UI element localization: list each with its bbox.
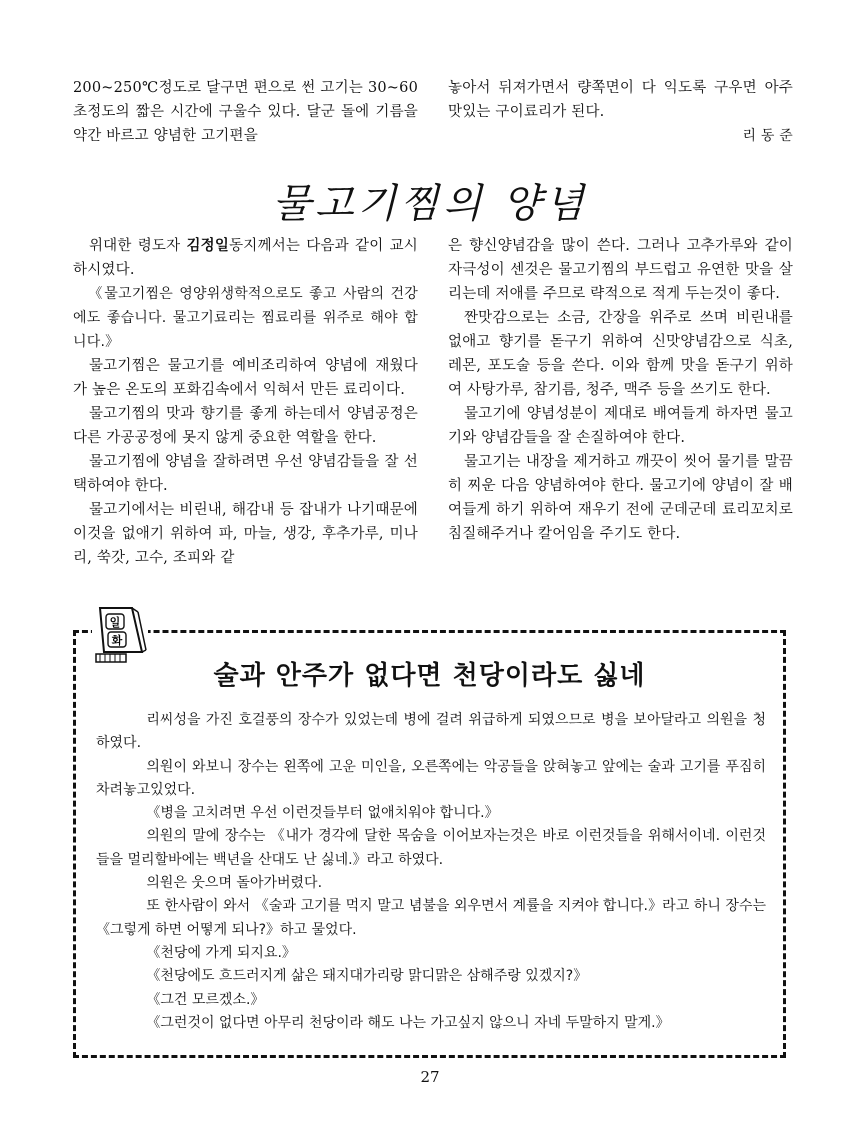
top-left-column xyxy=(73,76,418,148)
top-left-text: 200~250℃정도로 달구면 편으로 썬 고기는 30~60초정도의 짧은 시간에 구울수 있다. 달군 돌에 기름을 약간 바르고 양념한 고기편을 xyxy=(73,80,418,144)
story-paragraph: 리씨성을 가진 호걸풍의 장수가 있었는데 병에 걸려 위급하게 되였으므로 병을 보아달라고 의원을 청하였다. xyxy=(96,712,766,752)
story-paragraph: 《천당에도 흐드러지게 삶은 돼지대가리랑 맑디맑은 삼해주랑 있겠지?》 xyxy=(146,968,588,985)
anecdote-badge-icon xyxy=(92,606,148,668)
badge-text-2: 화 xyxy=(111,634,123,647)
badge-text-1: 일 xyxy=(109,616,121,629)
scroll-sign-icon xyxy=(92,606,148,668)
top-right-text: 놓아서 뒤져가면서 량쪽면이 다 익도록 구우면 아주 맛있는 구이료리가 된다. xyxy=(448,80,793,120)
page-number: 27 xyxy=(420,1068,440,1086)
article-left-column xyxy=(73,234,418,570)
story-paragraph: 또 한사람이 와서 《술과 고기를 먹지 말고 념불을 외우면서 계률을 지켜야 합니다.》라고 하니 장수는 《그렇게 하면 어떻게 되나?》하고 물었다. xyxy=(96,898,766,938)
article-paragraph-4: 물고기찜에 양념을 잘하려면 우선 양념감들을 잘 선택하여야 한다. xyxy=(73,454,418,494)
article-title: 물고기찜의 양념 xyxy=(272,181,588,227)
anecdote-story xyxy=(96,709,766,1035)
story-paragraph: 의원은 웃으며 돌아가버렸다. xyxy=(146,875,323,892)
p1-post: 동지께서는 다음과 같이 교시하시였다. xyxy=(73,238,418,278)
article-paragraph-7: 물고기에 양념성분이 제대로 배여들게 하자면 물고기와 양념감들을 잘 손질하여야 한다. xyxy=(448,406,793,446)
article-paragraph-6: 짠맛감으로는 소금, 간장을 위주로 쓰며 비린내를 없애고 향기를 돋구기 위하여 신맛양념감으로 식초, 레몬, 포도술 등을 쓴다. 이와 함께 맛을 돋구기 위하여 사탕가루, 참기름, 청주, 맥주 등을 쓰기도 한다. xyxy=(448,310,793,398)
article-right-column xyxy=(448,234,793,546)
p1-pre: 위대한 령도자 xyxy=(88,238,187,254)
leader-name: 김정일 xyxy=(186,237,230,254)
author-name: 리 동 준 xyxy=(742,128,793,144)
story-paragraph: 《천당에 가게 되지요.》 xyxy=(146,944,296,961)
article-paragraph-5-continued: 은 향신양념감을 많이 쓴다. 그러나 고추가루와 같이 자극성이 센것은 물고기찜의 부드럽고 유연한 맛을 살리는데 저애를 주므로 략적으로 적게 두는것이 좋다. xyxy=(448,238,793,302)
article-quote: 《물고기찜은 영양위생학적으로도 좋고 사람의 건강에도 좋습니다. 물고기료리는 찜료리를 위주로 해야 합니다.》 xyxy=(73,286,418,350)
story-paragraph: 《병을 고치려면 우선 이런것들부터 없애치워야 합니다.》 xyxy=(146,805,499,822)
anecdote-title: 술과 안주가 없다면 천당이라도 싫네 xyxy=(213,661,646,691)
article-paragraph-8: 물고기는 내장을 제거하고 깨끗이 씻어 물기를 말끔히 찌운 다음 양념하여야 한다. 물고기에 양념이 잘 배여들게 하기 위하여 재우기 전에 군데군데 료리꼬치로 침질해주거나 칼어임을 주기도 한다. xyxy=(448,454,793,542)
story-paragraph: 《그건 모르겠소.》 xyxy=(146,991,265,1008)
story-paragraph: 《그런것이 없다면 아무리 천당이라 해도 나는 가고싶지 않으니 자네 두말하지 말게.》 xyxy=(146,1014,670,1031)
top-right-column xyxy=(448,76,793,148)
article-paragraph-5: 물고기에서는 비린내, 해감내 등 잡내가 나기때문에 이것을 없애기 위하여 파, 마늘, 생강, 후추가루, 미나리, 쑥갓, 고수, 조피와 같 xyxy=(73,502,418,566)
anecdote-box xyxy=(73,630,786,1058)
story-paragraph: 의원의 말에 장수는 《내가 경각에 달한 목숨을 이어보자는것은 바로 이런것들을 위해서이네. 이런것들을 멀리할바에는 백년을 산대도 난 싫네.》라고 하였다. xyxy=(96,828,766,868)
story-paragraph: 의원이 와보니 장수는 왼쪽에 고운 미인을, 오른쪽에는 악공들을 앉혀놓고 앞에는 술과 고기를 푸짐히 차려놓고있었다. xyxy=(96,758,766,798)
article-paragraph-1 xyxy=(73,234,418,282)
article-paragraph-2: 물고기찜은 물고기를 예비조리하여 양념에 재웠다가 높은 온도의 포화김속에서 익혀서 만든 료리이다. xyxy=(73,358,418,398)
article-paragraph-3: 물고기찜의 맛과 향기를 좋게 하는데서 양념공정은 다른 가공공정에 못지 않게 중요한 역할을 한다. xyxy=(73,406,418,446)
